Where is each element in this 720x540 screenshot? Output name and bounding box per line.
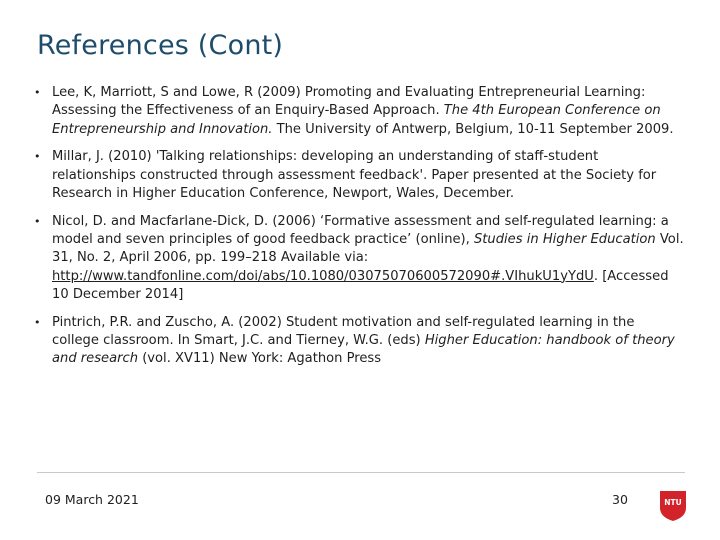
reference-link[interactable]: http://www.tandfonline.com/doi/abs/10.1080/03075070600572090#.VIhukU1yYdU [52,268,594,284]
reference-text-after: The University of Antwerp, Belgium, 10-11 September 2009. [272,121,674,137]
ntu-logo [659,490,687,526]
footer-divider [37,472,685,473]
page-number: 30 [612,492,628,507]
bullet-icon: • [34,214,41,228]
reference-text: Lee, K, Marriott, S and Lowe, R (2009) Promoting and Evaluating Entrepreneurial Learning: Assessing the Effectiveness of an Enquiry-Based Approach. [52,85,646,119]
bullet-icon: • [34,150,41,164]
reference-text: Nicol, D. and Macfarlane-Dick, D. (2006) ‘Formative assessment and self-regulated learning: a model and seven principles of good feedback practice’ (online), [52,213,669,248]
reference-text-end: . [Accessed 10 December 2014] [52,268,669,302]
reference-text: Millar, J. (2010) 'Talking relationships: developing an understanding of staff-student relationships constructed through assessment feedback'. Paper presented at the Society for Research in Higher Education Conference, Newport, Wales, December. [52,149,657,201]
slide-title: References (Cont) [37,30,284,61]
reference-italic-text: Higher Education: handbook of theory and research [52,333,675,367]
reference-text-after: (vol. XV11) New York: Agathon Press [138,351,382,367]
reference-item [34,314,684,369]
bullet-icon: • [34,86,41,99]
bullet-icon: • [34,315,41,329]
reference-item [34,148,684,203]
ntu-logo-text: NTU [664,498,682,507]
footer-date: 09 March 2021 [45,492,139,507]
reference-italic-text: The 4th European Conference on Entrepreneurship and Innovation. [52,103,661,137]
reference-text-after: Vol. 31, No. 2, April 2006, pp. 199–218 Available via: [52,232,684,266]
reference-list [34,84,684,378]
reference-text: Pintrich, P.R. and Zuscho, A. (2002) Student motivation and self-regulated learning in the college classroom. In Smart, J.C. and Tierney, W.G. (eds) [52,314,635,349]
reference-italic-text: Studies in Higher Education [473,232,656,248]
ntu-shield-icon [659,490,687,522]
reference-item [34,84,684,139]
reference-item [34,213,684,304]
